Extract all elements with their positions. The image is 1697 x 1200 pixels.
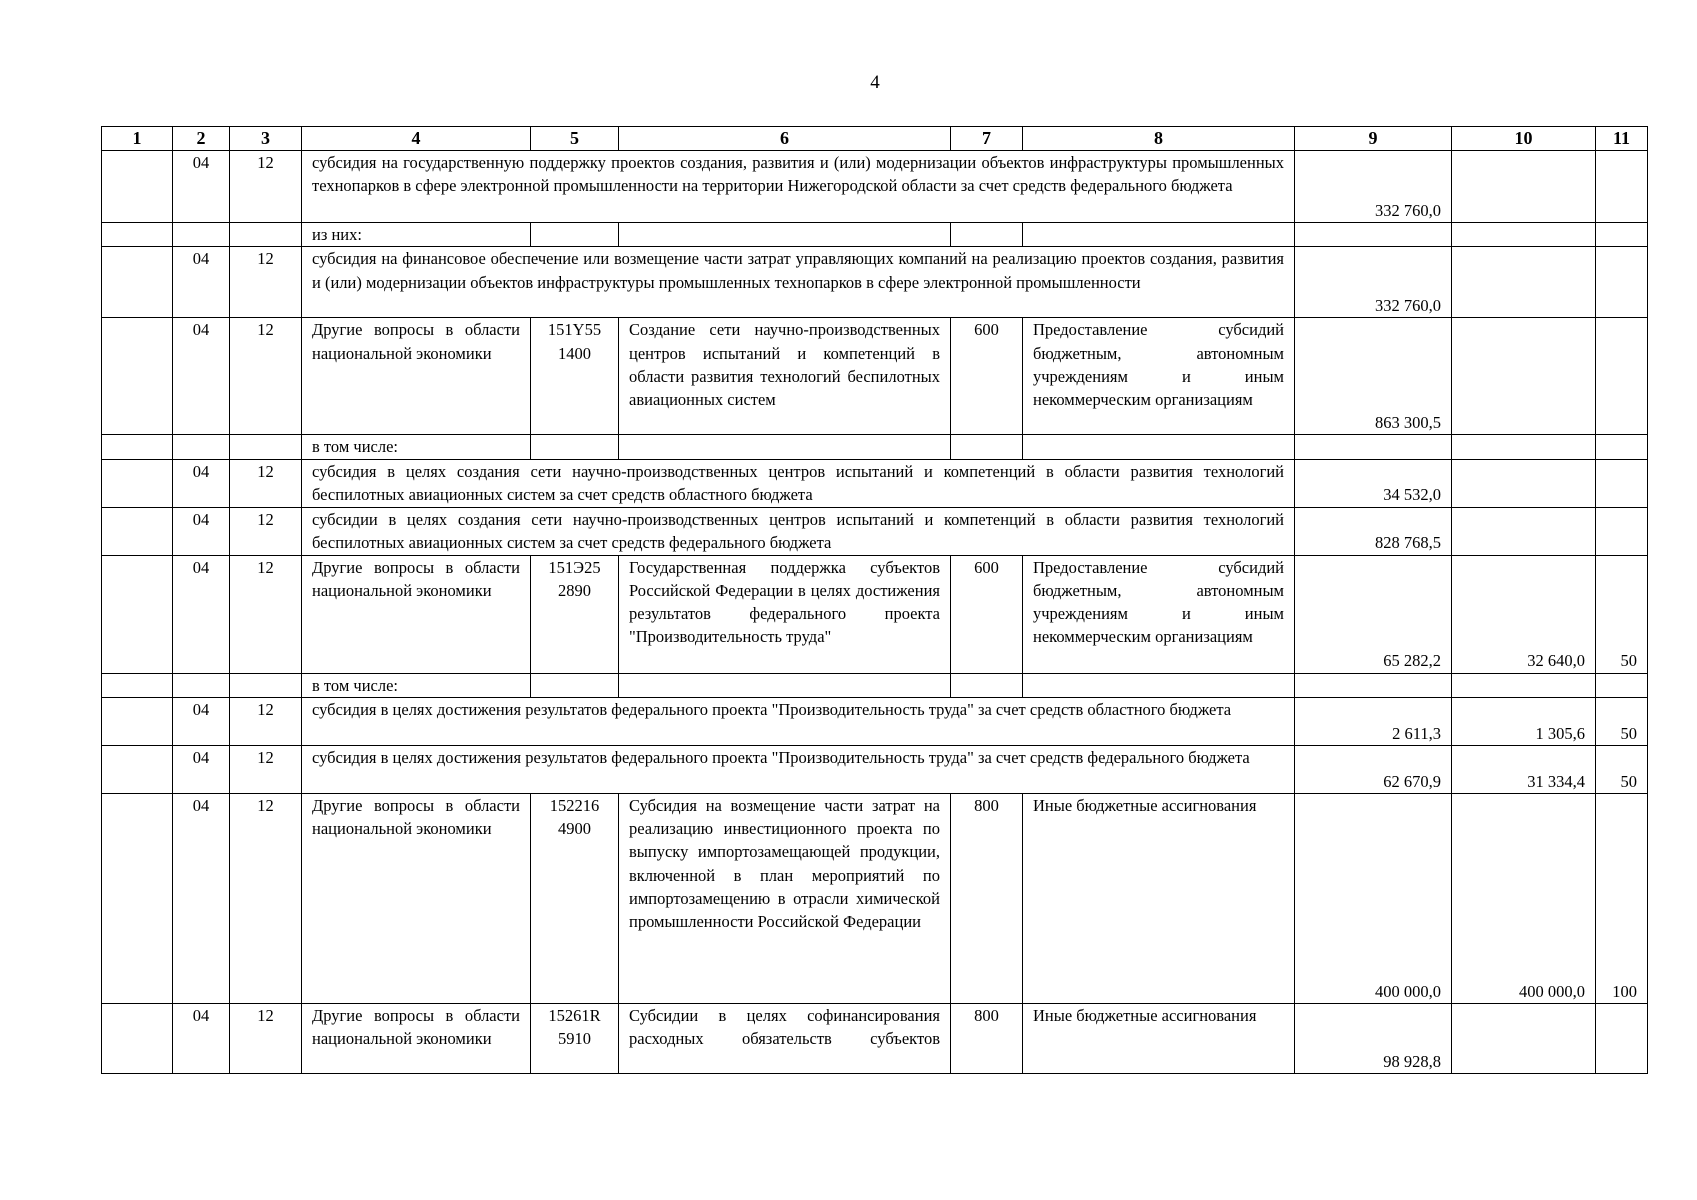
column-header: 1 xyxy=(102,127,173,151)
expense-description: Иные бюджетные ассигнования xyxy=(1023,793,1295,1003)
table-row xyxy=(102,435,1648,459)
target-code: 15261R 5910 xyxy=(531,1003,619,1073)
program-name: Государственная поддержка субъектов Российской Федерации в целях достижения результатов федерального проекта "Производительность труда" xyxy=(619,555,951,673)
expense-type: 800 xyxy=(951,793,1023,1003)
target-code: 152216 4900 xyxy=(531,793,619,1003)
section-name: Другие вопросы в области национальной экономики xyxy=(302,555,531,673)
section-code: 04 xyxy=(173,745,230,793)
amount-cofinance: 1 305,6 xyxy=(1452,697,1596,745)
row-description: субсидия в целях достижения результатов федерального проекта "Производительность труда" за счет средств федерального бюджета xyxy=(302,745,1295,793)
amount: 62 670,9 xyxy=(1295,745,1452,793)
amount-cofinance: 31 334,4 xyxy=(1452,745,1596,793)
subsection-code: 12 xyxy=(230,555,302,673)
column-header: 4 xyxy=(302,127,531,151)
program-name: Создание сети научно-производственных центров испытаний и компетенций в области развития технологий беспилотных авиационных систем xyxy=(619,318,951,435)
budget-table xyxy=(101,126,1648,1074)
amount-cofinance xyxy=(1452,507,1596,555)
column-header: 7 xyxy=(951,127,1023,151)
subheading: из них: xyxy=(302,223,531,247)
table-row xyxy=(102,1003,1648,1073)
amount-cofinance xyxy=(1452,151,1596,223)
percent: 50 xyxy=(1596,745,1648,793)
section-code: 04 xyxy=(173,793,230,1003)
table-row xyxy=(102,673,1648,697)
table-row xyxy=(102,459,1648,507)
expense-type: 600 xyxy=(951,318,1023,435)
section-code: 04 xyxy=(173,459,230,507)
subsection-code: 12 xyxy=(230,1003,302,1073)
amount-cofinance xyxy=(1452,247,1596,318)
page-number: 4 xyxy=(870,72,880,93)
row-description: субсидии в целях создания сети научно-производственных центров испытаний и компетенций в области развития технологий беспилотных авиационных систем за счет средств федерального бюджета xyxy=(302,507,1295,555)
subsection-code: 12 xyxy=(230,793,302,1003)
section-name: Другие вопросы в области национальной экономики xyxy=(302,793,531,1003)
column-header: 11 xyxy=(1596,127,1648,151)
section-code: 04 xyxy=(173,1003,230,1073)
cell-col1 xyxy=(102,151,173,223)
amount: 34 532,0 xyxy=(1295,459,1452,507)
amount: 828 768,5 xyxy=(1295,507,1452,555)
section-code: 04 xyxy=(173,697,230,745)
subheading: в том числе: xyxy=(302,673,531,697)
table-row xyxy=(102,318,1648,435)
amount-cofinance xyxy=(1452,1003,1596,1073)
row-description: субсидия в целях создания сети научно-производственных центров испытаний и компетенций в области развития технологий беспилотных авиационных систем за счет средств областного бюджета xyxy=(302,459,1295,507)
percent xyxy=(1596,151,1648,223)
section-code: 04 xyxy=(173,507,230,555)
table-row xyxy=(102,697,1648,745)
amount: 332 760,0 xyxy=(1295,247,1452,318)
expense-description: Предоставление субсидий бюджетным, автономным учреждениям и иным некоммерческим организациям xyxy=(1023,555,1295,673)
subsection-code: 12 xyxy=(230,459,302,507)
header-row xyxy=(102,127,1648,151)
subsection-code: 12 xyxy=(230,697,302,745)
column-header: 9 xyxy=(1295,127,1452,151)
percent: 50 xyxy=(1596,697,1648,745)
table-row xyxy=(102,151,1648,223)
column-header: 10 xyxy=(1452,127,1596,151)
table-row xyxy=(102,223,1648,247)
percent: 100 xyxy=(1596,793,1648,1003)
column-header: 3 xyxy=(230,127,302,151)
section-name: Другие вопросы в области национальной экономики xyxy=(302,1003,531,1073)
table-row xyxy=(102,507,1648,555)
target-code: 151Э25 2890 xyxy=(531,555,619,673)
subsection-code: 12 xyxy=(230,247,302,318)
amount: 332 760,0 xyxy=(1295,151,1452,223)
percent: 50 xyxy=(1596,555,1648,673)
percent xyxy=(1596,459,1648,507)
percent xyxy=(1596,318,1648,435)
expense-type: 600 xyxy=(951,555,1023,673)
percent xyxy=(1596,507,1648,555)
expense-description: Иные бюджетные ассигнования xyxy=(1023,1003,1295,1073)
expense-description: Предоставление субсидий бюджетным, автономным учреждениям и иным некоммерческим организациям xyxy=(1023,318,1295,435)
column-header: 8 xyxy=(1023,127,1295,151)
column-header: 2 xyxy=(173,127,230,151)
table-row xyxy=(102,555,1648,673)
row-description: субсидия на государственную поддержку проектов создания, развития и (или) модернизации объектов инфраструктуры промышленных технопарков в сфере электронной промышленности на территории Нижегородской области за счет средств федерального бюджета xyxy=(302,151,1295,223)
table-row xyxy=(102,745,1648,793)
column-header: 6 xyxy=(619,127,951,151)
section-name: Другие вопросы в области национальной экономики xyxy=(302,318,531,435)
program-name: Субсидии в целях софинансирования расходных обязательств субъектов xyxy=(619,1003,951,1073)
amount: 863 300,5 xyxy=(1295,318,1452,435)
section-code: 04 xyxy=(173,247,230,318)
subheading: в том числе: xyxy=(302,435,531,459)
section-code: 04 xyxy=(173,318,230,435)
percent xyxy=(1596,1003,1648,1073)
amount: 2 611,3 xyxy=(1295,697,1452,745)
table-row xyxy=(102,793,1648,1003)
row-description: субсидия на финансовое обеспечение или возмещение части затрат управляющих компаний на реализацию проектов создания, развития и (или) модернизации объектов инфраструктуры промышленных технопарков в сфере электронной промышленности xyxy=(302,247,1295,318)
amount: 98 928,8 xyxy=(1295,1003,1452,1073)
amount-cofinance xyxy=(1452,459,1596,507)
target-code: 151Y55 1400 xyxy=(531,318,619,435)
column-header: 5 xyxy=(531,127,619,151)
amount-cofinance: 400 000,0 xyxy=(1452,793,1596,1003)
amount: 400 000,0 xyxy=(1295,793,1452,1003)
amount-cofinance: 32 640,0 xyxy=(1452,555,1596,673)
table-row xyxy=(102,247,1648,318)
section-code: 04 xyxy=(173,555,230,673)
subsection-code: 12 xyxy=(230,745,302,793)
expense-type: 800 xyxy=(951,1003,1023,1073)
subsection-code: 12 xyxy=(230,507,302,555)
section-code: 04 xyxy=(173,151,230,223)
amount-cofinance xyxy=(1452,318,1596,435)
amount: 65 282,2 xyxy=(1295,555,1452,673)
subsection-code: 12 xyxy=(230,318,302,435)
program-name: Субсидия на возмещение части затрат на реализацию инвестиционного проекта по выпуску импортозамещающей продукции, включенной в план мероприятий по импортозамещению в отрасли химической промышленности Российской Федерации xyxy=(619,793,951,1003)
subsection-code: 12 xyxy=(230,151,302,223)
percent xyxy=(1596,247,1648,318)
row-description: субсидия в целях достижения результатов федерального проекта "Производительность труда" за счет средств областного бюджета xyxy=(302,697,1295,745)
